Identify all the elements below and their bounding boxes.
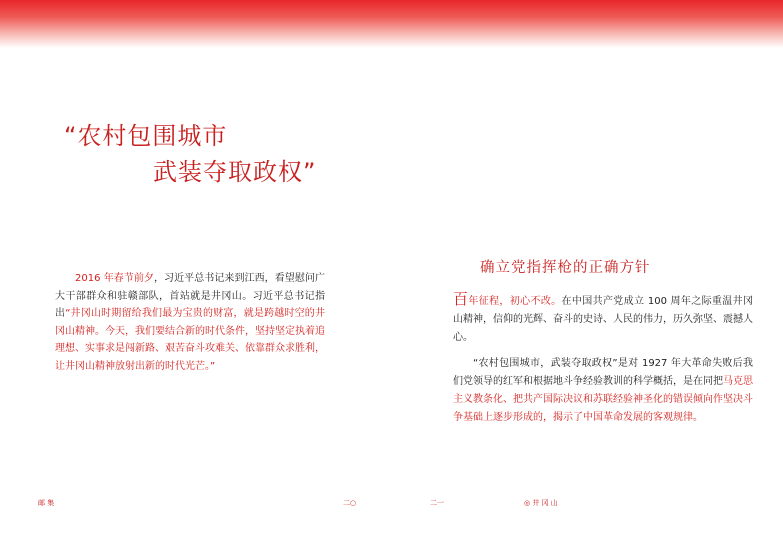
- left-paragraph-body: ，习近平总书记来到江西，看望慰问广大干部群众和驻赣部队，首站就是井冈山。习近平总书记指出: [55, 273, 325, 319]
- page-number-left: 二○: [343, 499, 357, 507]
- footer-right-label: ◎ 井 冈 山: [524, 499, 558, 507]
- right-paragraph-1: [453, 290, 753, 347]
- page-number-right: 二一: [430, 499, 444, 507]
- drop-cap: 百: [453, 290, 469, 308]
- footer-left-label: 邮 集: [38, 499, 55, 507]
- right-paragraph-1-lead: 年征程，初心不改。: [468, 296, 562, 307]
- section-heading: 确立党指挥枪的正确方针: [480, 260, 651, 276]
- right-paragraph-2: [453, 355, 753, 427]
- header-band: [0, 0, 783, 48]
- right-paragraph-2-body: “农村包围城市，武装夺取政权”是对 1927 年大革命失败后我们党领导的红军和根据地斗争经验教训的科学概括，是在同把: [453, 358, 753, 387]
- right-paragraph-1-body: 在中国共产党成立 100 周年之际重温井冈山精神，信仰的光辉、奋斗的史诗、人民的伟力，历久弥坚、震撼人心。: [453, 296, 753, 343]
- left-paragraph: [55, 270, 325, 375]
- title-line-2: 武装夺取政权”: [153, 158, 317, 186]
- left-paragraph-date: 2016 年春节前夕: [75, 273, 154, 284]
- right-paragraph-2-highlight: 马克思主义教条化、把共产国际决议和苏联经验神圣化的错误倾向作坚决斗争基础上逐步形成的，揭示了中国革命发展的客观规律。: [453, 376, 753, 423]
- left-paragraph-quote: “井冈山时期留给我们最为宝贵的财富，就是跨越时空的井冈山精神。今天，我们要结合新的时代条件，坚持坚定执着追理想、实事求是闯新路、艰苦奋斗攻难关、依靠群众求胜利，让井冈山精神放射出新的时代光芒。”: [55, 308, 325, 372]
- title-line-1: “农村包围城市: [64, 122, 228, 150]
